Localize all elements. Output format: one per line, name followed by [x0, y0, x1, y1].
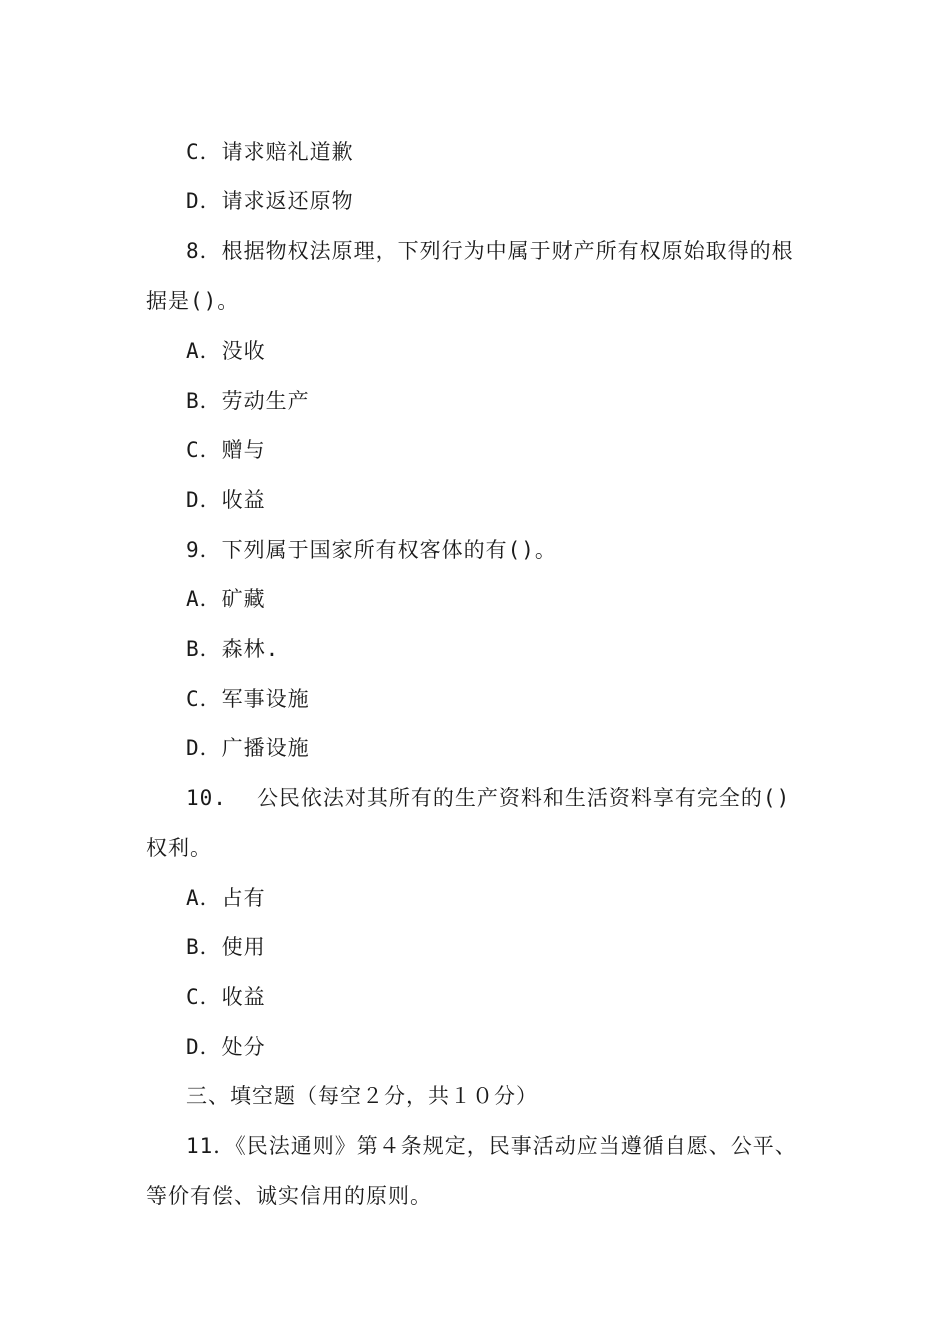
question-11-line-2: 等价有偿、诚实信用的原则。: [146, 1184, 432, 1208]
question-8-line-1: 8．根据物权法原理，下列行为中属于财产所有权原始取得的根: [186, 239, 794, 263]
option-7d: D．请求返还原物: [186, 189, 354, 213]
question-10-number: 10.: [186, 786, 227, 810]
question-8-line-2: 据是()。: [146, 289, 240, 313]
option-8b: B．劳动生产: [186, 389, 310, 413]
question-11-line-1: 11．《民法通则》第４条规定，民事活动应当遵循自愿、公平、: [186, 1134, 797, 1158]
option-10b: B．使用: [186, 935, 266, 959]
option-8a: A．没收: [186, 339, 266, 363]
question-10-text: 公民依法对其所有的生产资料和生活资料享有完全的(): [256, 786, 791, 810]
option-7c: C．请求赔礼道歉: [186, 140, 354, 164]
option-9a: A．矿藏: [186, 587, 266, 611]
question-10-line-1: [186, 783, 790, 813]
question-10-line-2: 权利。: [146, 836, 212, 860]
option-8c: C．赠与: [186, 438, 266, 462]
option-9b: B．森林.: [186, 637, 280, 661]
option-9c: C．军事设施: [186, 687, 310, 711]
option-10d: D．处分: [186, 1035, 266, 1059]
option-10c: C．收益: [186, 985, 266, 1009]
option-9d: D．广播设施: [186, 736, 310, 760]
option-8d: D．收益: [186, 488, 266, 512]
section-heading-fill-in: 三、填空题（每空２分，共１０分）: [186, 1084, 538, 1108]
question-9: 9．下列属于国家所有权客体的有()。: [186, 538, 557, 562]
option-10a: A．占有: [186, 886, 266, 910]
